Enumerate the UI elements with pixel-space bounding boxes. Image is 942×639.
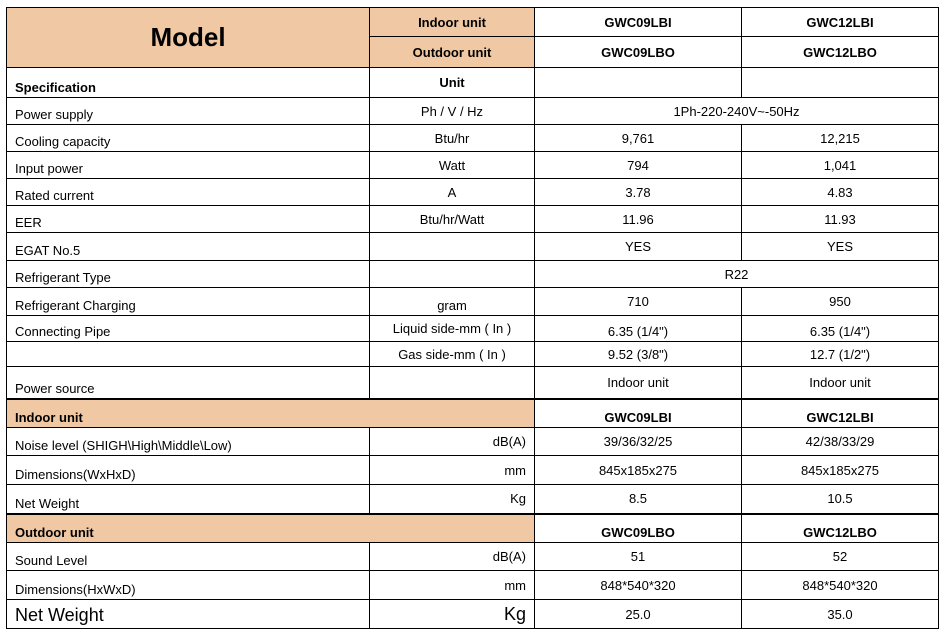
outdoor-section-header bbox=[7, 514, 939, 543]
table-row bbox=[7, 543, 939, 571]
outdoor-section-title: Outdoor unit bbox=[7, 514, 535, 543]
outdoor-section-model-2: GWC12LBO bbox=[742, 514, 939, 543]
row-value-1: 11.96 bbox=[535, 206, 742, 233]
row-unit: Liquid side-mm ( In ) bbox=[370, 316, 535, 342]
outdoor-model-2: GWC12LBO bbox=[742, 37, 939, 68]
row-value-2: 848*540*320 bbox=[742, 571, 939, 600]
row-unit bbox=[370, 367, 535, 399]
row-value-1: 25.0 bbox=[535, 600, 742, 629]
row-unit: Ph / V / Hz bbox=[370, 98, 535, 125]
table-row bbox=[7, 98, 939, 125]
row-value-2: 42/38/33/29 bbox=[742, 428, 939, 456]
row-merged-value: R22 bbox=[535, 261, 939, 288]
row-label: Connecting Pipe bbox=[7, 316, 370, 342]
row-value-1: 845x185x275 bbox=[535, 456, 742, 485]
row-label: Net Weight bbox=[7, 485, 370, 514]
indoor-section-header bbox=[7, 399, 939, 428]
row-unit: mm bbox=[370, 456, 535, 485]
spec-empty-cell bbox=[535, 68, 742, 98]
outdoor-unit-header: Outdoor unit bbox=[370, 37, 535, 68]
row-value-2: 1,041 bbox=[742, 152, 939, 179]
model-title: Model bbox=[7, 8, 370, 68]
row-unit: gram bbox=[370, 288, 535, 316]
table-row bbox=[7, 571, 939, 600]
table-row bbox=[7, 485, 939, 514]
row-label: Refrigerant Type bbox=[7, 261, 370, 288]
row-label: Rated current bbox=[7, 179, 370, 206]
row-label: Noise level (SHIGH\High\Middle\Low) bbox=[7, 428, 370, 456]
table-row bbox=[7, 367, 939, 399]
table-row bbox=[7, 288, 939, 316]
row-label bbox=[7, 342, 370, 367]
row-unit: A bbox=[370, 179, 535, 206]
row-value-2: 6.35 (1/4") bbox=[742, 316, 939, 342]
row-unit bbox=[370, 233, 535, 261]
row-unit: Watt bbox=[370, 152, 535, 179]
indoor-model-2: GWC12LBI bbox=[742, 8, 939, 37]
row-value-1: 710 bbox=[535, 288, 742, 316]
row-unit: mm bbox=[370, 571, 535, 600]
table-row bbox=[7, 342, 939, 367]
row-value-1: 51 bbox=[535, 543, 742, 571]
header-row-indoor bbox=[7, 8, 939, 37]
table-row bbox=[7, 316, 939, 342]
row-label: EER bbox=[7, 206, 370, 233]
row-label: EGAT No.5 bbox=[7, 233, 370, 261]
indoor-section-model-1: GWC09LBI bbox=[535, 399, 742, 428]
row-unit: Gas side-mm ( In ) bbox=[370, 342, 535, 367]
row-value-2: 52 bbox=[742, 543, 939, 571]
row-label: Dimensions(HxWxD) bbox=[7, 571, 370, 600]
outdoor-section-model-1: GWC09LBO bbox=[535, 514, 742, 543]
indoor-section-title: Indoor unit bbox=[7, 399, 535, 428]
table-row bbox=[7, 261, 939, 288]
spec-empty-cell bbox=[742, 68, 939, 98]
table-row bbox=[7, 125, 939, 152]
row-value-1: 848*540*320 bbox=[535, 571, 742, 600]
indoor-unit-header: Indoor unit bbox=[370, 8, 535, 37]
specification-title: Specification bbox=[7, 68, 370, 98]
row-unit: Kg bbox=[370, 600, 535, 629]
table-row bbox=[7, 206, 939, 233]
row-merged-value: 1Ph-220-240V~-50Hz bbox=[535, 98, 939, 125]
spec-header-row bbox=[7, 68, 939, 98]
unit-header: Unit bbox=[370, 68, 535, 98]
spec-table bbox=[6, 7, 939, 629]
row-label: Power supply bbox=[7, 98, 370, 125]
row-value-1: 794 bbox=[535, 152, 742, 179]
row-unit: dB(A) bbox=[370, 428, 535, 456]
row-value-1: 39/36/32/25 bbox=[535, 428, 742, 456]
row-value-2: 12.7 (1/2") bbox=[742, 342, 939, 367]
row-label: Sound Level bbox=[7, 543, 370, 571]
row-value-1: 8.5 bbox=[535, 485, 742, 514]
indoor-section-model-2: GWC12LBI bbox=[742, 399, 939, 428]
row-unit: dB(A) bbox=[370, 543, 535, 571]
row-value-2: YES bbox=[742, 233, 939, 261]
row-label: Dimensions(WxHxD) bbox=[7, 456, 370, 485]
row-value-1: YES bbox=[535, 233, 742, 261]
outdoor-model-1: GWC09LBO bbox=[535, 37, 742, 68]
table-row bbox=[7, 456, 939, 485]
row-value-2: 12,215 bbox=[742, 125, 939, 152]
row-label: Power source bbox=[7, 367, 370, 399]
table-row bbox=[7, 233, 939, 261]
row-value-2: 10.5 bbox=[742, 485, 939, 514]
table-row bbox=[7, 428, 939, 456]
row-value-2: 35.0 bbox=[742, 600, 939, 629]
table-row bbox=[7, 600, 939, 629]
row-value-1: 9,761 bbox=[535, 125, 742, 152]
row-unit bbox=[370, 261, 535, 288]
table-row bbox=[7, 179, 939, 206]
row-unit: Btu/hr bbox=[370, 125, 535, 152]
indoor-model-1: GWC09LBI bbox=[535, 8, 742, 37]
row-value-2: 950 bbox=[742, 288, 939, 316]
row-value-1: Indoor unit bbox=[535, 367, 742, 399]
row-value-1: 3.78 bbox=[535, 179, 742, 206]
row-unit: Kg bbox=[370, 485, 535, 514]
row-label: Input power bbox=[7, 152, 370, 179]
row-value-2: 845x185x275 bbox=[742, 456, 939, 485]
row-unit: Btu/hr/Watt bbox=[370, 206, 535, 233]
row-value-2: Indoor unit bbox=[742, 367, 939, 399]
row-label: Cooling capacity bbox=[7, 125, 370, 152]
table-row bbox=[7, 152, 939, 179]
row-value-1: 9.52 (3/8") bbox=[535, 342, 742, 367]
row-label: Refrigerant Charging bbox=[7, 288, 370, 316]
row-value-2: 4.83 bbox=[742, 179, 939, 206]
row-value-1: 6.35 (1/4") bbox=[535, 316, 742, 342]
row-label: Net Weight bbox=[7, 600, 370, 629]
row-value-2: 11.93 bbox=[742, 206, 939, 233]
